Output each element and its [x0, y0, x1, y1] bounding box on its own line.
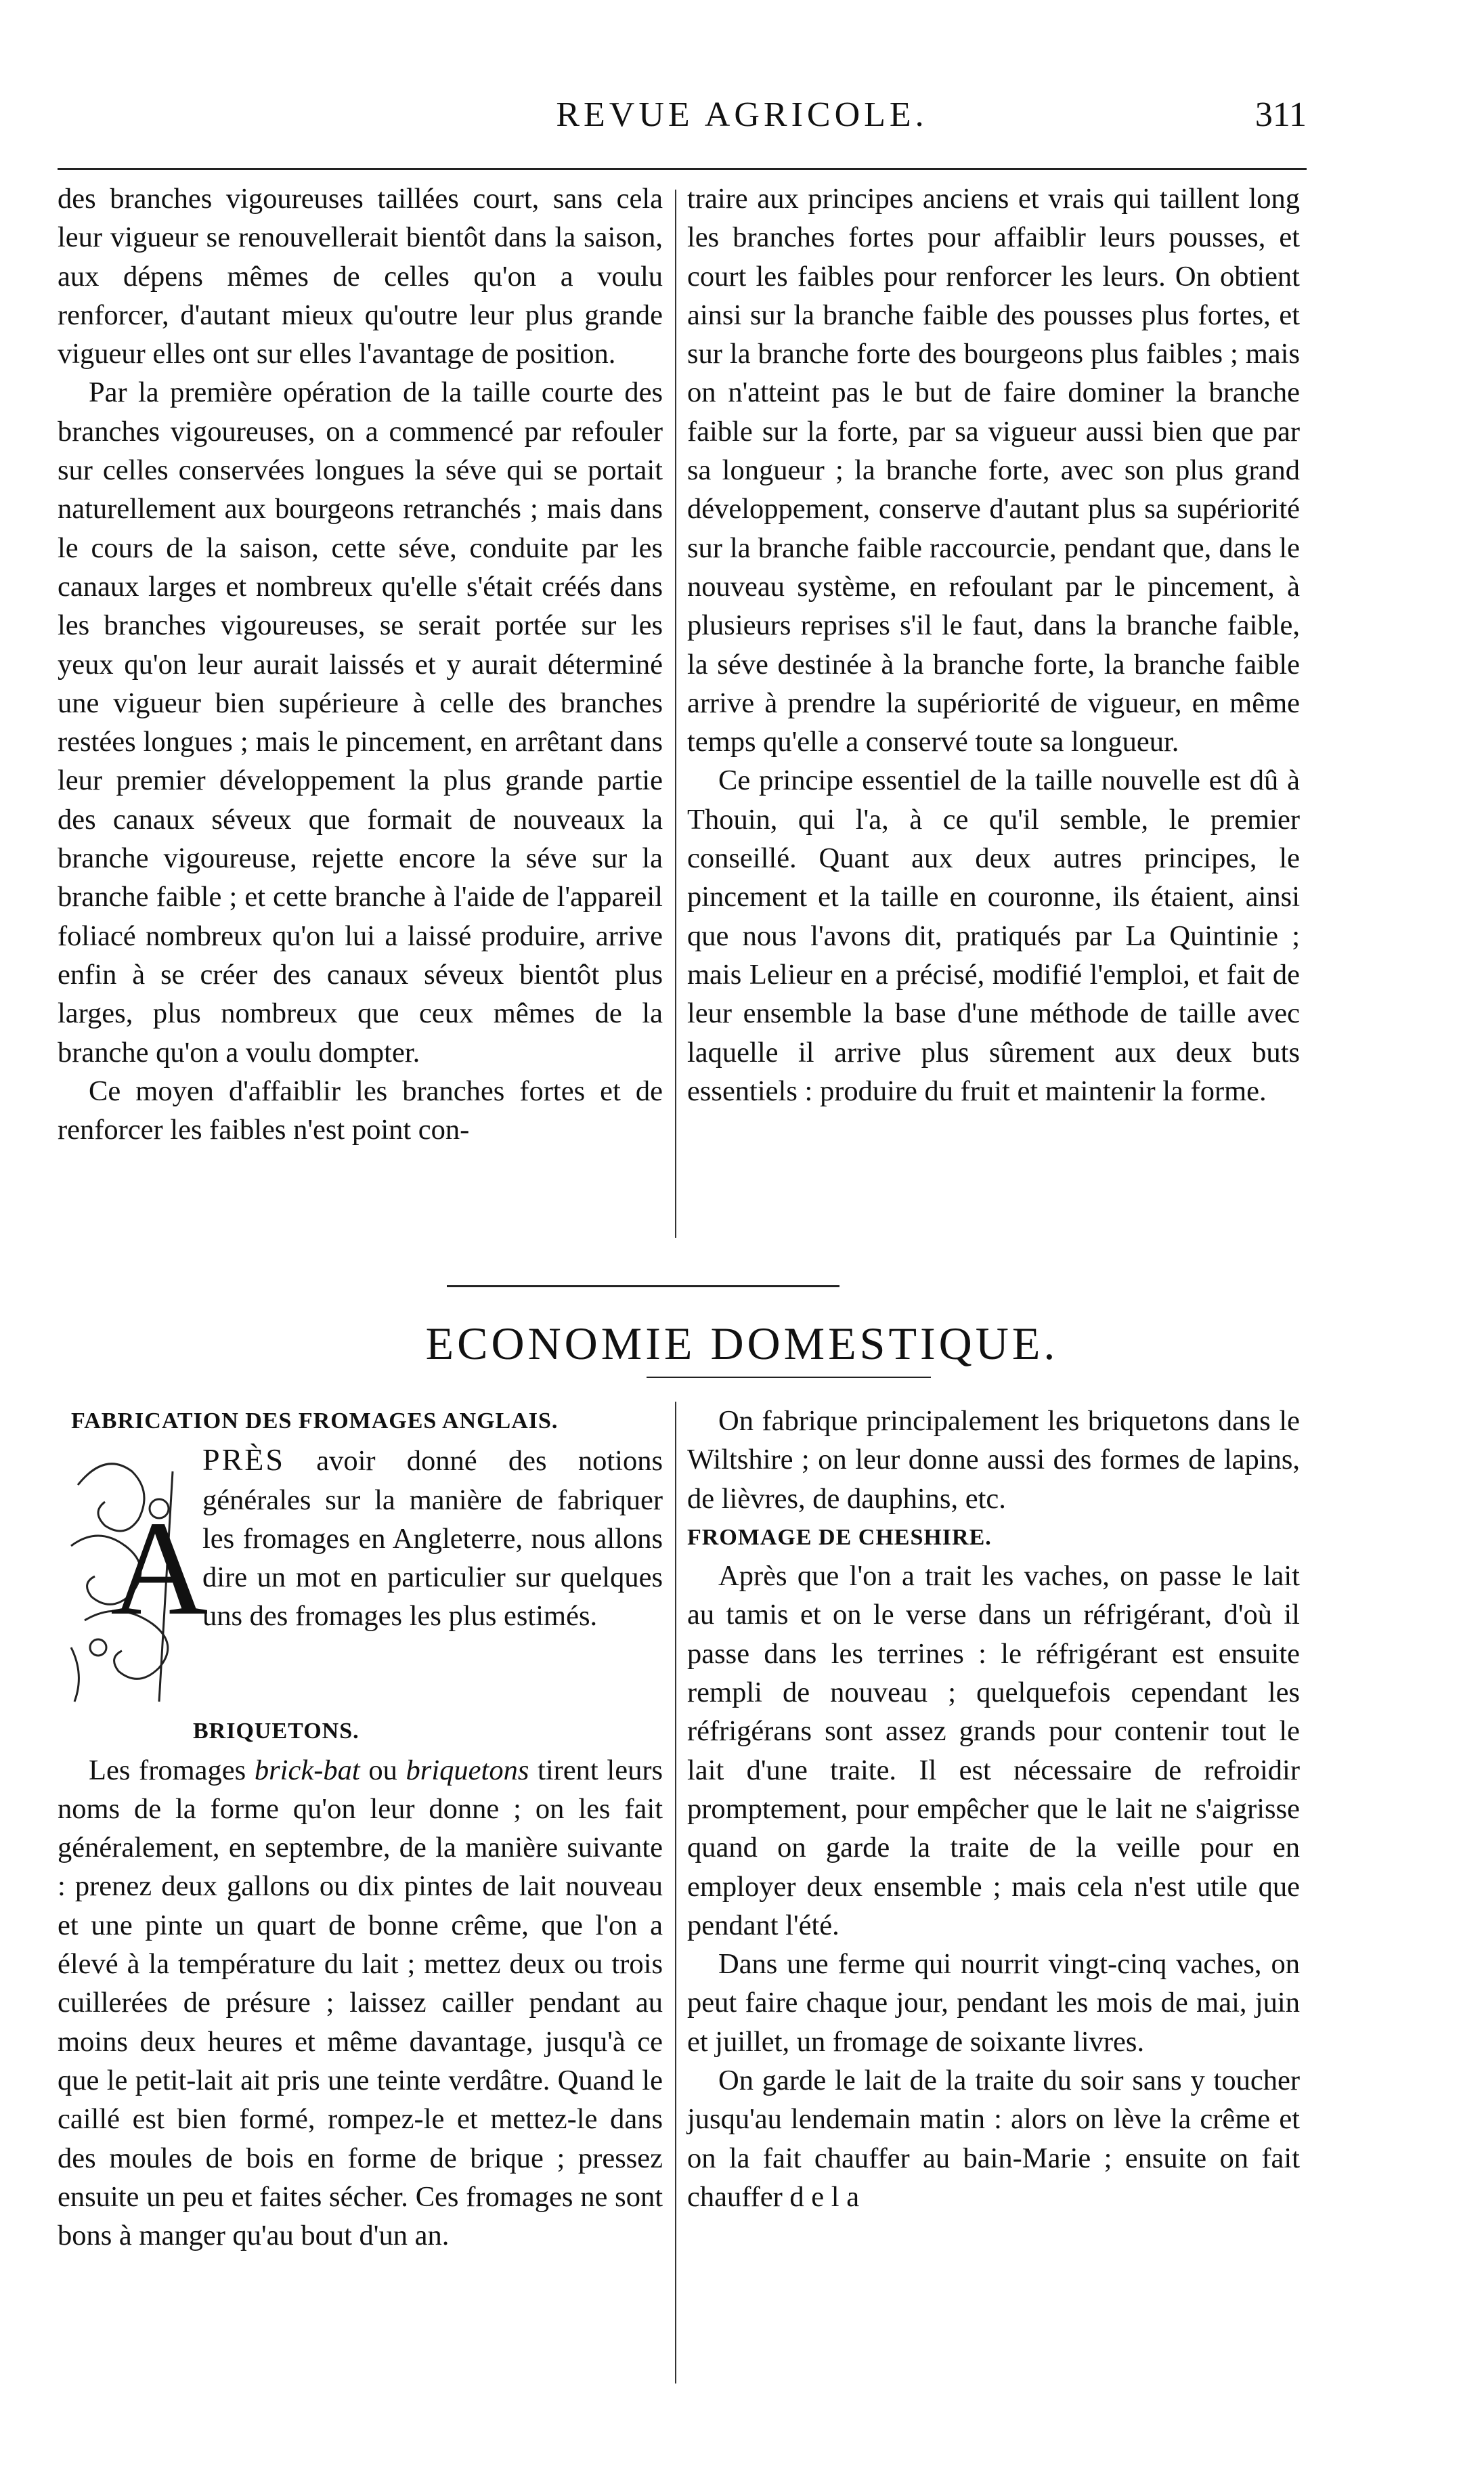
paragraph: On fabrique principalement les briquetons dans le Wiltshire ; on leur donne aussi des formes de lapins, de lièvres, de dauphins, etc.	[687, 1405, 1300, 1515]
section-title: ECONOMIE DOMESTIQUE.	[425, 1318, 1059, 1369]
running-header-title: REVUE AGRICOLE.	[556, 95, 928, 134]
paragraph: On garde le lait de la traite du soir sans y toucher jusqu'au lendemain matin : alors on lève la crême et on la fait chauffer au bain-Marie ; ensuite on fait chauffer d e l a	[687, 2065, 1300, 2213]
bottom-left-column	[58, 1402, 663, 2255]
paragraph: Après que l'on a trait les vaches, on passe le lait au tamis et on le verse dans un réfrigérant, d'où il passe dans les terrines : le réfrigérant est ensuite rempli de nouveau ; quelquefois cependant les réfrigérans sont assez grands pour contenir tout le lait d'une traite. Il est nécessaire de refroidir promptement, pour empêcher que le lait ne s'aigrisse quand on garde la traite de la veille pour en employer deux ensemble ; mais cela n'est utile que pendant l'été.	[687, 1560, 1300, 1941]
top-left-column	[58, 179, 663, 1149]
ornamental-dropcap	[58, 1444, 209, 1712]
intro-text: avoir donné des notions générales sur la manière de fabriquer les fromages en Angleterre, nous allons dire un mot en particulier sur quelques uns des fromages les plus estimés.	[202, 1445, 663, 1633]
top-right-column	[687, 179, 1300, 1110]
header-rule	[58, 168, 1307, 170]
column-divider	[675, 1402, 676, 2383]
ornament-icon	[58, 1444, 209, 1712]
article-subheading: FROMAGE DE CHESHIRE.	[687, 1524, 992, 1550]
italic-term: brick-bat	[254, 1754, 360, 1786]
paragraph: traire aux principes anciens et vrais qui taillent long les branches fortes pour affaiblir leurs pousses, et court les faibles pour renforcer les leurs. On obtient ainsi sur la branche faible des pousses plus fortes, et sur la branche forte des bourgeons plus faibles ; mais on n'atteint pas le but de faire dominer la branche faible sur la forte, par sa vigueur aussi bien que par sa longueur ; la branche forte, avec son plus grand développement, conserve d'autant plus sa supériorité sur la branche faible raccourcie, pendant que, dans le nouveau système, en refoulant par le pincement, à plusieurs reprises s'il le faut, dans la branche faible, la séve destinée à la branche forte, la branche faible arrive à prendre la supériorité de vigueur, en même temps qu'elle a conservé toute sa longueur.	[687, 183, 1300, 758]
paragraph: Dans une ferme qui nourrit vingt-cinq vaches, on peut faire chaque jour, pendant les mois de mai, juin et juillet, un fromage de soixante livres.	[687, 1948, 1300, 2058]
article-subheading: BRIQUETONS.	[193, 1719, 359, 1744]
first-word: PRÈS	[202, 1442, 285, 1477]
page-number: 311	[1254, 95, 1307, 134]
text-run: Les fromages	[89, 1754, 246, 1786]
text-run: ou	[368, 1754, 397, 1786]
svg-text:A: A	[110, 1494, 209, 1644]
bottom-right-column	[687, 1402, 1300, 2216]
paragraph	[58, 1751, 663, 2256]
text-run: tirent leurs noms de la forme qu'on leur donne ; on les fait généralement, en septembre, de la manière suivante : prenez deux gallons ou dix pintes de lait nouveau et une pinte un quart de bonne crême, que l'on a élevé à la température du lait ; mettez deux ou trois cuillerées de présure ; laissez cailler pendant au moins deux heures et même davantage, jusqu'à ce que le petit-lait ait pris une teinte verdâtre. Quand le caillé est bien formé, rompez-le et mettez-le dans des moules de bois en forme de brique ; pressez ensuite un peu et faites sécher. Ces fromages ne sont bons à manger qu'au bout d'un an.	[58, 1754, 663, 2252]
section-rule	[447, 1285, 839, 1287]
column-divider	[675, 190, 676, 1238]
paragraph: Ce principe essentiel de la taille nouvelle est dû à Thouin, qui l'a, à ce qu'il semble, le premier conseillé. Quant aux deux autres principes, le pincement et la taille en couronne, ils étaient, ainsi que nous l'avons dit, pratiqués par La Quintinie ; mais Lelieur en a précisé, modifié l'emploi, et fait de leur ensemble la base d'une méthode de taille avec laquelle il arrive plus sûrement aux deux buts essentiels : produire du fruit et maintenir la forme.	[687, 764, 1300, 1107]
paragraph: des branches vigoureuses taillées court, sans cela leur vigueur se renouvellerait bientôt dans la saison, aux dépens mêmes de celles qu'on a voulu renforcer, d'autant mieux qu'outre leur plus grande vigueur elles ont sur elles l'avantage de position.	[58, 183, 663, 370]
paragraph: Par la première opération de la taille courte des branches vigoureuses, on a commencé par refouler sur celles conservées longues la séve qui se portait naturellement aux bourgeons retranchés ; mais dans le cours de la saison, cette séve, conduite par les canaux larges et nombreux qu'elle s'était créés dans les branches vigoureuses, se serait portée sur les yeux qu'on leur aurait laissés et y aurait déterminé une vigueur bien supérieure à celle des branches restées longues ; mais le pincement, en arrêtant dans leur premier développement la plus grande partie des canaux séveux que formait de nouveaux la branche vigoureuse, rejette encore la séve sur la branche faible ; et cette branche à l'aide de l'appareil foliacé nombreux qu'on lui a laissé produire, arrive enfin à se créer des canaux séveux bientôt plus larges, plus nombreux que ceux mêmes de la branche qu'on a voulu dompter.	[58, 376, 663, 1069]
paragraph: Ce moyen d'affaiblir les branches fortes et de renforcer les faibles n'est point con-	[58, 1075, 663, 1146]
section-underline	[647, 1377, 931, 1378]
italic-term: briquetons	[406, 1754, 529, 1786]
article-heading: FABRICATION DES FROMAGES ANGLAIS.	[71, 1408, 559, 1433]
